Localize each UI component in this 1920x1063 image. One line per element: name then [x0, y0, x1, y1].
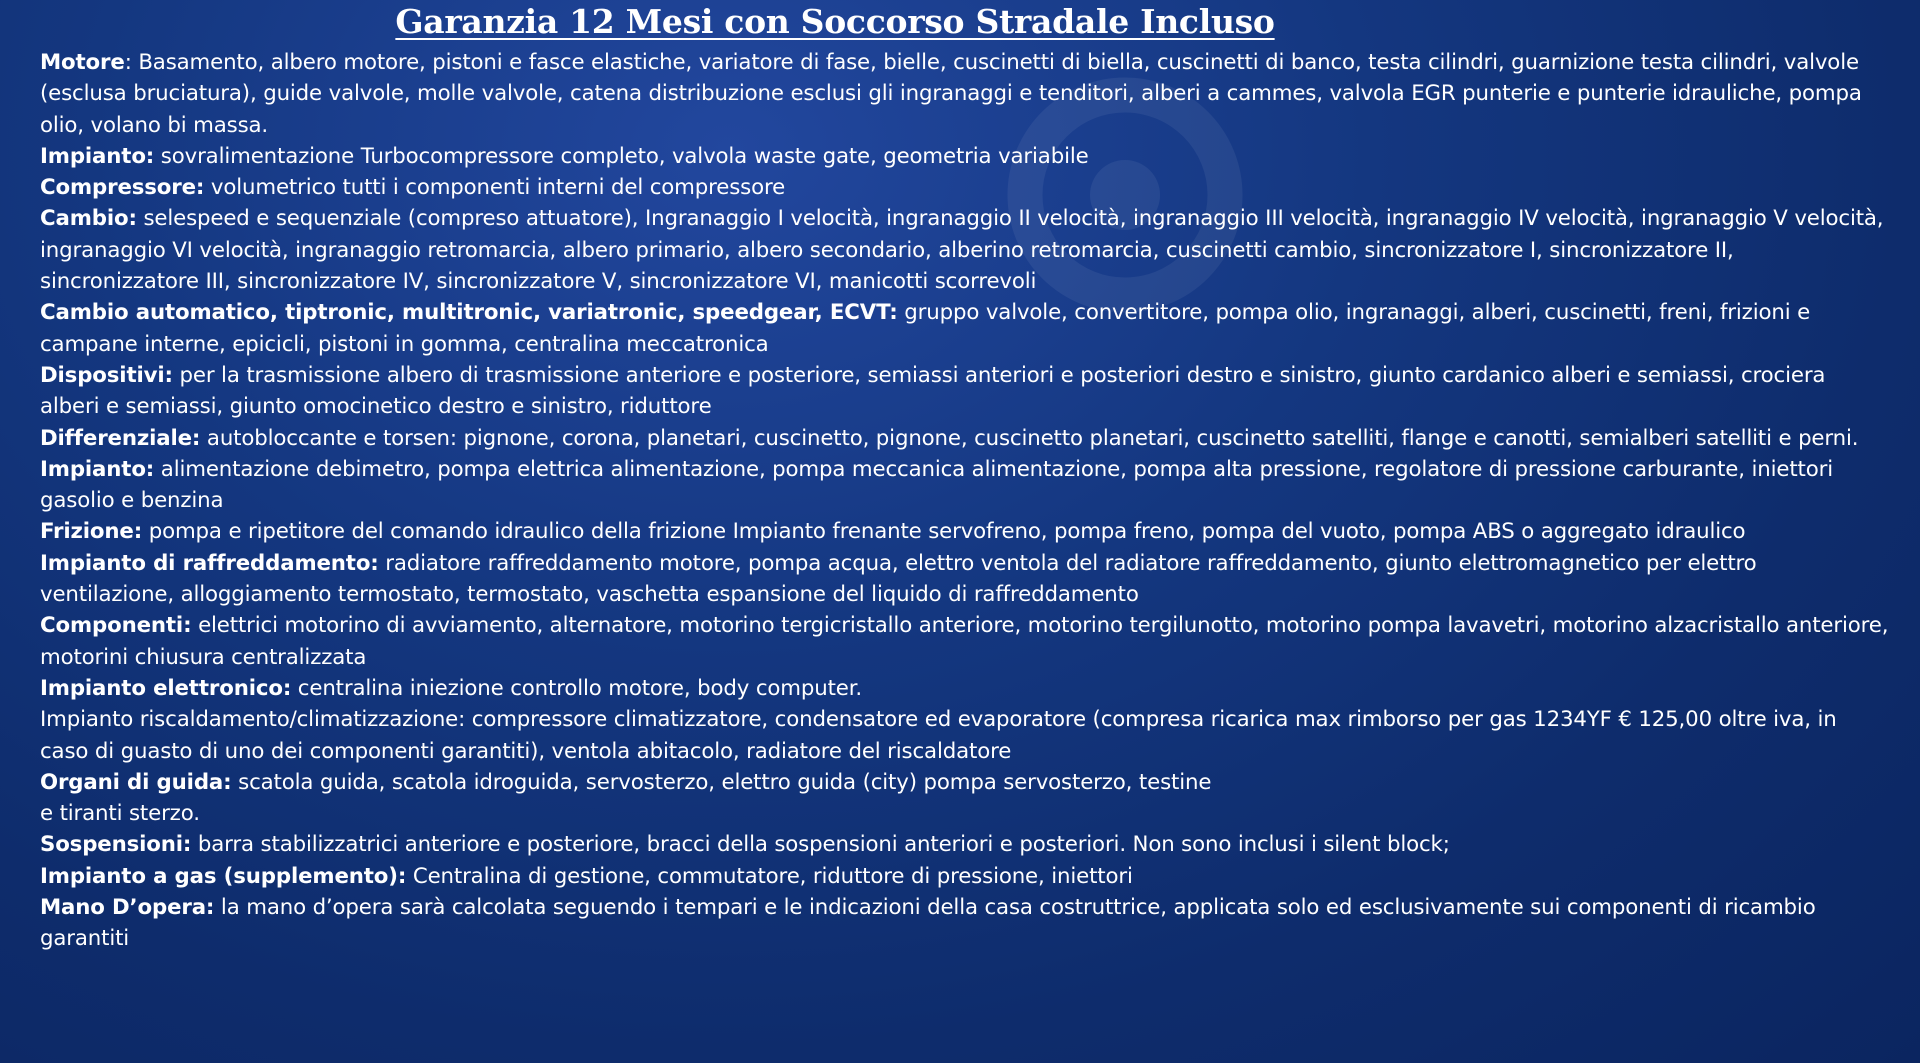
coverage-label: Mano D’opera: — [40, 895, 215, 921]
coverage-item-raffreddamento — [40, 548, 1890, 611]
coverage-item-frizione — [40, 516, 1890, 547]
coverage-label: Cambio automatico, tiptronic, multitronic, variatronic, speedgear, ECVT: — [40, 300, 898, 326]
coverage-item-organi-di-guida — [40, 767, 1890, 830]
coverage-label: Organi di guida: — [40, 769, 232, 795]
coverage-label: Sospensioni: — [40, 832, 192, 858]
coverage-label: Differenziale: — [40, 425, 201, 451]
coverage-item-impianto-alimentazione — [40, 454, 1890, 517]
coverage-label: Impianto: — [40, 456, 155, 482]
coverage-text: sovralimentazione Turbocompressore completo, valvola waste gate, geometria variabile — [154, 143, 1089, 169]
coverage-text: radiatore raffreddamento motore, pompa acqua, elettro ventola del radiatore raffreddamento, giunto elettromagnetico per elettro ventilazione, alloggiamento termostato, termostato, vaschetta espansione del liquido di raffreddamento — [40, 550, 1757, 608]
coverage-item-cambio-automatico — [40, 297, 1890, 360]
coverage-text-continued: e tiranti sterzo. — [40, 801, 200, 827]
coverage-label: Impianto: — [40, 143, 155, 169]
coverage-label: Frizione: — [40, 519, 143, 545]
coverage-label: Impianto a gas (supplemento): — [40, 863, 407, 889]
coverage-item-cambio — [40, 203, 1890, 297]
coverage-item-impianto-gas — [40, 861, 1890, 892]
coverage-text: autobloccante e torsen: pignone, corona, planetari, cuscinetto, pignone, cuscinetto planetari, cuscinetto satelliti, flange e canotti, semialberi satelliti e perni. — [200, 425, 1859, 451]
coverage-text: selespeed e sequenziale (compreso attuatore), Ingranaggio I velocità, ingranaggio II velocità, ingranaggio III velocità, ingranaggio IV velocità, ingranaggio V velocità, ingranaggio VI velocità, ingranaggio retromarcia, albero primario, albero secondario, alberino retromarcia, cuscinetti cambio, sincronizzatore I, sincronizzatore II, sincronizzatore III, sincronizzatore IV, sincronizzatore V, sincronizzatore VI, manicotti scorrevoli — [40, 206, 1884, 295]
coverage-item-impianto-elettronico — [40, 673, 1890, 704]
coverage-item-compressore — [40, 172, 1890, 203]
coverage-text: Centralina di gestione, commutatore, riduttore di pressione, iniettori — [406, 863, 1133, 889]
coverage-item-mano-opera — [40, 892, 1890, 955]
coverage-text: gruppo valvole, convertitore, pompa olio, ingranaggi, alberi, cuscinetti, freni, frizioni e campane interne, epicicli, pistoni in gomma, centralina meccatronica — [40, 300, 1811, 357]
coverage-text: scatola guida, scatola idroguida, servosterzo, elettro guida (city) pompa servosterzo, testine — [231, 769, 1212, 795]
coverage-item-climatizzazione — [40, 704, 1890, 767]
coverage-label: Compressore: — [40, 175, 205, 201]
warranty-coverage-list — [40, 47, 1890, 955]
coverage-text: Impianto riscaldamento/climatizzazione: compressore climatizzatore, condensatore ed evaporatore (compresa ricarica max rimborso per gas 1234YF € 125,00 oltre iva, in caso di guasto di uno dei componenti garantiti), ventola abitacolo, radiatore del riscaldatore — [40, 707, 1837, 764]
coverage-text: pompa e ripetitore del comando idraulico della frizione Impianto frenante servofreno, pompa freno, pompa del vuoto, pompa ABS o aggregato idraulico — [142, 519, 1746, 545]
coverage-text: alimentazione debimetro, pompa elettrica alimentazione, pompa meccanica alimentazione, pompa alta pressione, regolatore di pressione carburante, iniettori gasolio e benzina — [40, 456, 1833, 514]
coverage-text: elettrici motorino di avviamento, alternatore, motorino tergicristallo anteriore, motorino tergilunotto, motorino pompa lavavetri, motorino alzacristallo anteriore, motorini chiusura centralizzata — [40, 613, 1889, 670]
coverage-item-impianto-sovralimentazione — [40, 141, 1890, 172]
coverage-item-componenti — [40, 610, 1890, 673]
coverage-label: Motore — [40, 50, 125, 75]
coverage-item-sospensioni — [40, 829, 1890, 860]
coverage-label: Impianto elettronico: — [40, 675, 292, 701]
coverage-text: per la trasmissione albero di trasmissione anteriore e posteriore, semiassi anteriori e posteriori destro e sinistro, giunto cardanico alberi e semiassi, crociera alberi e semiassi, giunto omocinetico destro e sinistro, riduttore — [40, 362, 1826, 420]
coverage-text: la mano d’opera sarà calcolata seguendo i tempari e le indicazioni della casa costruttrice, applicata solo ed esclusivamente sui componenti di ricambio garantiti — [40, 895, 1816, 952]
coverage-item-motore — [40, 47, 1890, 141]
page-title: Garanzia 12 Mesi con Soccorso Stradale Incluso — [395, 2, 1275, 41]
coverage-text: volumetrico tutti i componenti interni del compressore — [204, 175, 786, 201]
coverage-item-differenziale — [40, 423, 1890, 454]
coverage-text: barra stabilizzatrici anteriore e posteriore, bracci della sospensioni anteriori e posteriori. Non sono inclusi i silent block; — [191, 832, 1450, 858]
coverage-label: Cambio: — [40, 206, 137, 232]
coverage-item-dispositivi — [40, 360, 1890, 423]
coverage-label: Componenti: — [40, 613, 192, 639]
coverage-label: Impianto di raffreddamento: — [40, 550, 379, 576]
coverage-label: Dispositivi: — [40, 362, 173, 388]
coverage-text: centralina iniezione controllo motore, body computer. — [291, 675, 862, 701]
coverage-text: : Basamento, albero motore, pistoni e fasce elastiche, variatore di fase, bielle, cuscinetti di biella, cuscinetti di banco, testa cilindri, guarnizione testa cilindri, valvole (esclusa bruciatura), guide valvole, molle valvole, catena distribuzione esclusi gli ingranaggi e tenditori, alberi a cammes, valvola EGR punterie e punterie idrauliche, pompa olio, volano bi massa. — [40, 50, 1862, 138]
